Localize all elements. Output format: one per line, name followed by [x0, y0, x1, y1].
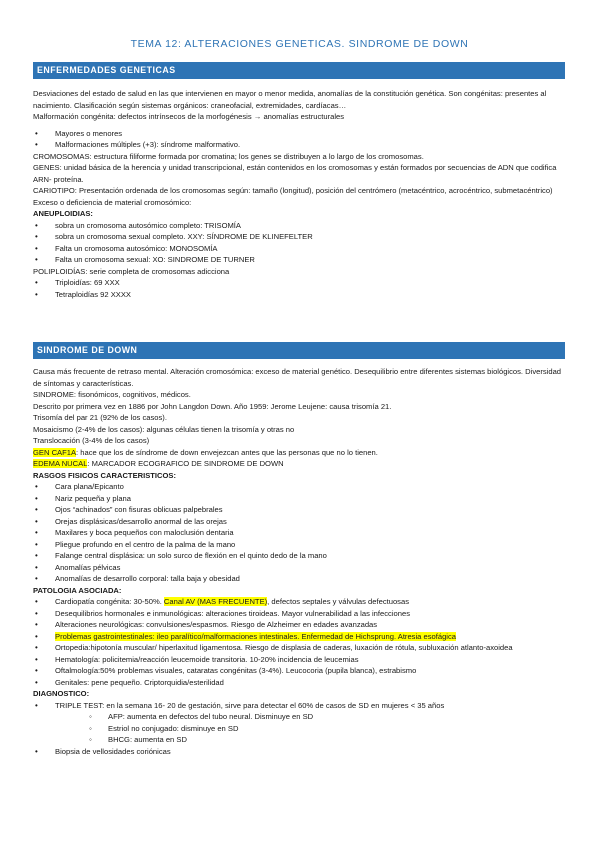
list-item: • Ortopedia:hipotonía muscular/ hiperlaxitud ligamentosa. Riesgo de displasia de caderas, luxación de rótula, subluxación atlanto-axoidea — [33, 642, 563, 654]
highlight-canal-av: Canal AV (MAS FRECUENTE) — [163, 597, 268, 606]
text-cardiopatia: Cardiopatía congénita: 30-50%. — [55, 597, 164, 606]
list-item: • Genitales: pene pequeño. Criptorquidia/esterilidad — [33, 677, 563, 689]
highlight-atresia: Atresia esofágica — [397, 631, 457, 641]
list-diagnostico — [33, 700, 563, 758]
document-title: TEMA 12: ALTERACIONES GENETICAS. SINDROME DE DOWN — [130, 38, 469, 50]
list-item: • Malformaciones múltiples (+3): síndrome malformativo. — [33, 139, 563, 151]
paragraph-edema-nucal — [33, 458, 563, 470]
paragraph-gen-caf1a — [33, 447, 563, 459]
section-heading-enfermedades: ENFERMEDADES GENETICAS — [33, 62, 565, 79]
list-item: • Biopsia de vellosidades coriónicas — [33, 746, 563, 758]
highlight-edema-nucal: EDEMA NUCAL — [33, 459, 88, 468]
list-item: • Falta un cromosoma autosómico: MONOSOMÍA — [33, 243, 563, 255]
list-item: • Ojos “achinados” con fisuras oblicuas palpebrales — [33, 504, 563, 516]
paragraph-mosaicismo: Mosaicismo (2-4% de los casos): algunas células tienen la trisomía y otras no — [33, 424, 295, 434]
label-patologia: PATOLOGIA ASOCIADA: — [33, 585, 122, 595]
section-enfermedades-body — [33, 88, 563, 300]
list-poliploidias — [33, 277, 563, 300]
paragraph-sindrome: SINDROME: fisonómicos, cognitivos, médicos. — [33, 390, 191, 399]
paragraph-poliploidias: POLIPLOIDÍAS: serie completa de cromosomas adicciona — [33, 266, 230, 276]
text-gen-caf1a: : hace que los de síndrome de down envejezcan antes que las personas que no lo tienen. — [76, 447, 378, 457]
list-item: • Cara plana/Epicanto — [33, 481, 563, 493]
list-item: • Maxilares y boca pequeños con maloclusión dentaria — [33, 527, 563, 539]
section-heading-sindrome-down: SINDROME DE DOWN — [33, 342, 565, 359]
list-item: • Nariz pequeña y plana — [33, 493, 563, 505]
label-rasgos: RASGOS FISICOS CARACTERISTICOS: — [33, 470, 177, 480]
list-item: • Anomalías de desarrollo corporal: talla baja y obesidad — [33, 573, 563, 585]
list-item: • Orejas displásicas/desarrollo anormal de las orejas — [33, 516, 563, 528]
list-item: • sobra un cromosoma sexual completo. XXY: SÍNDROME DE KLINEFELTER — [33, 231, 563, 243]
list-item: • Oftalmología:50% problemas visuales, cataratas congénitas (3-4%). Leucocoria (pupila blanca), estrabismo — [33, 665, 563, 677]
paragraph-trisomia: Trisomía del par 21 (92% de los casos). — [33, 413, 167, 422]
list-item: • Falta un cromosoma sexual: XO: SINDROME DE TURNER — [33, 254, 563, 266]
list-aneuploidias — [33, 220, 563, 266]
list-subitem: ◦ AFP: aumenta en defectos del tubo neural. Disminuye en SD — [33, 711, 563, 723]
list-item: • Mayores o menores — [33, 128, 563, 140]
text-cardiopatia-rest: , defectos septales y válvulas defectuosas — [267, 597, 410, 606]
list-item: • Anomalías pélvicas — [33, 562, 563, 574]
list-malformacion — [33, 128, 563, 151]
list-item: • Hematología: policitemia/reacción leucemoide transitoria. 10-20% incidencia de leucemias — [33, 654, 563, 666]
list-item: • Desequilibrios hormonales e inmunológicas: alteraciones tiroideas. Mayor vulnerabilidad a las infecciones — [33, 608, 563, 620]
label-aneuploidias: ANEUPLOIDIAS: — [33, 209, 93, 218]
text-gastro: Problemas gastrointestinales: ileo paralítico/malformaciones intestinales. Enfermedad de Hichsprung. — [55, 631, 398, 641]
highlight-gen-caf1a: GEN CAF1A — [33, 447, 77, 457]
list-item-cardiopatia — [33, 596, 563, 608]
list-item: • Pliegue profundo en el centro de la palma de la mano — [33, 539, 563, 551]
paragraph-genes: GENES: unidad básica de la herencia y unidad transcripcional, están contenidos en los cromosomas y están formados por secuencias de ADN que codifica ARN- proteína. — [33, 163, 557, 184]
label-diagnostico: DIAGNOSTICO: — [33, 689, 90, 698]
paragraph-intro: Desviaciones del estado de salud en las que intervienen en mayor o menor medida, anomalías de la constitución genética. Son congénitas: presentes al nacimiento. Clasificación según sistemas orgánicos: craneofacial, extremidades, cardíacas… — [33, 89, 547, 110]
list-subitem: ◦ BHCG: aumenta en SD — [33, 734, 563, 746]
list-item: • Triploidías: 69 XXX — [33, 277, 563, 289]
list-item-gastro — [33, 631, 563, 643]
list-item: • TRIPLE TEST: en la semana 16- 20 de gestación, sirve para detectar el 60% de casos de SD en mujeres < 35 años — [33, 700, 563, 712]
paragraph-exceso: Exceso o deficiencia de material cromosómico: — [33, 197, 192, 207]
text-edema-nucal: : MARCADOR ECOGRAFICO DE SINDROME DE DOWN — [87, 459, 284, 468]
section-sindrome-down-body — [33, 366, 563, 757]
list-item: • Tetraploidías 92 XXXX — [33, 289, 563, 301]
list-patologia — [33, 596, 563, 688]
paragraph-malformacion: Malformación congénita: defectos intrínsecos de la morfogénesis → anomalías estructurales — [33, 112, 345, 121]
list-item: • sobra un cromosoma autosómico completo: TRISOMÍA — [33, 220, 563, 232]
paragraph-translocacion: Translocación (3-4% de los casos) — [33, 436, 150, 445]
paragraph-cariotipo: CARIOTIPO: Presentación ordenada de los cromosomas según: tamaño (longitud), posición del centrómero (metacéntrico, acrocéntrico, submetacéntrico) — [33, 186, 553, 195]
list-item: • Alteraciones neurológicas: convulsiones/espasmos. Riesgo de Alzheimer en edades avanzadas — [33, 619, 563, 631]
paragraph-descrito: Descrito por primera vez en 1886 por John Langdon Down. Año 1959: Jerome Leujene: causa trisomía 21. — [33, 401, 392, 411]
paragraph-causa: Causa más frecuente de retraso mental. Alteración cromosómica: exceso de material genético. Desequilibrio entre diferentes sistemas biológicos. Diversidad de síntomas y características. — [33, 367, 562, 388]
paragraph-cromosomas: CROMOSOMAS: estructura filiforme formada por cromatina; los genes se distribuyen a lo largo de los cromosomas. — [33, 151, 424, 161]
list-subitem: ◦ Estriol no conjugado: disminuye en SD — [33, 723, 563, 735]
list-item: • Falange central displásica: un solo surco de flexión en el quinto dedo de la mano — [33, 550, 563, 562]
list-rasgos — [33, 481, 563, 585]
